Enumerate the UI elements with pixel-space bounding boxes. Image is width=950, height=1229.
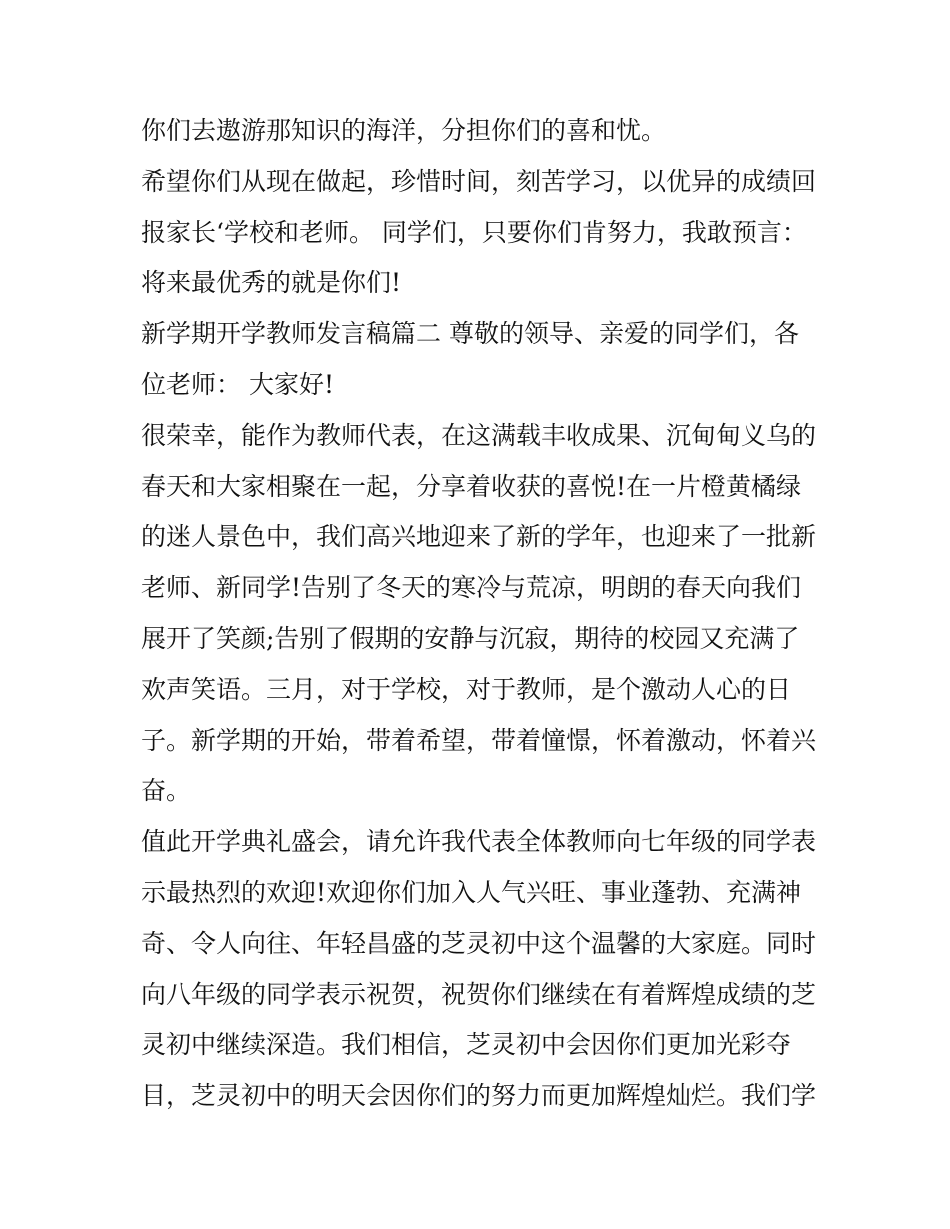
text-line: 奇、令人向往、年轻昌盛的芝灵初中这个温馨的大家庭。同时: [141, 928, 817, 958]
text-line: 子。新学期的开始，带着希望，带着憧憬，怀着激动，怀着兴: [141, 725, 817, 755]
text-line: 希望你们从现在做起，珍惜时间，刻苦学习，以优异的成绩回: [141, 166, 817, 196]
text-line: 将来最优秀的就是你们!: [141, 268, 402, 298]
text-line: 位老师： 大家好!: [141, 369, 334, 399]
text-line: 你们去遨游那知识的海洋，分担你们的喜和忧。: [141, 116, 667, 145]
text-line: 向八年级的同学表示祝贺，祝贺你们继续在有着辉煌成绩的芝: [141, 979, 817, 1009]
text-line: 报家长‘学校和老师。 同学们，只要你们肯努力，我敢预言：: [141, 217, 807, 247]
text-line: 展开了笑颜;告别了假期的安静与沉寂，期待的校园又充满了: [141, 623, 800, 653]
body-text: [141, 106, 821, 1122]
text-line: 新学期开学教师发言稿篇二 尊敬的领导、亲爱的同学们，各: [141, 319, 799, 349]
text-line: 目，芝灵初中的明天会因你们的努力而更加辉煌灿烂。我们学: [141, 1081, 817, 1111]
text-line: 灵初中继续深造。我们相信，芝灵初中会因你们更加光彩夺: [141, 1030, 792, 1060]
text-line: 示最热烈的欢迎!欢迎你们加入人气兴旺、事业蓬勃、充满神: [141, 877, 802, 907]
text-line: 春天和大家相聚在一起，分享着收获的喜悦!在一片橙黄橘绿: [141, 471, 802, 501]
text-line: 值此开学典礼盛会，请允许我代表全体教师向七年级的同学表: [141, 827, 817, 857]
text-line: 很荣幸，能作为教师代表，在这满载丰收成果、沉甸甸义乌的: [141, 420, 817, 450]
text-line: 欢声笑语。三月，对于学校，对于教师，是个激动人心的日: [141, 674, 792, 704]
text-line: 奋。: [141, 776, 192, 806]
text-line: 老师、新同学!告别了冬天的寒冷与荒凉，明朗的春天向我们: [141, 573, 802, 603]
text-line: 的迷人景色中，我们高兴地迎来了新的学年，也迎来了一批新: [141, 522, 817, 552]
